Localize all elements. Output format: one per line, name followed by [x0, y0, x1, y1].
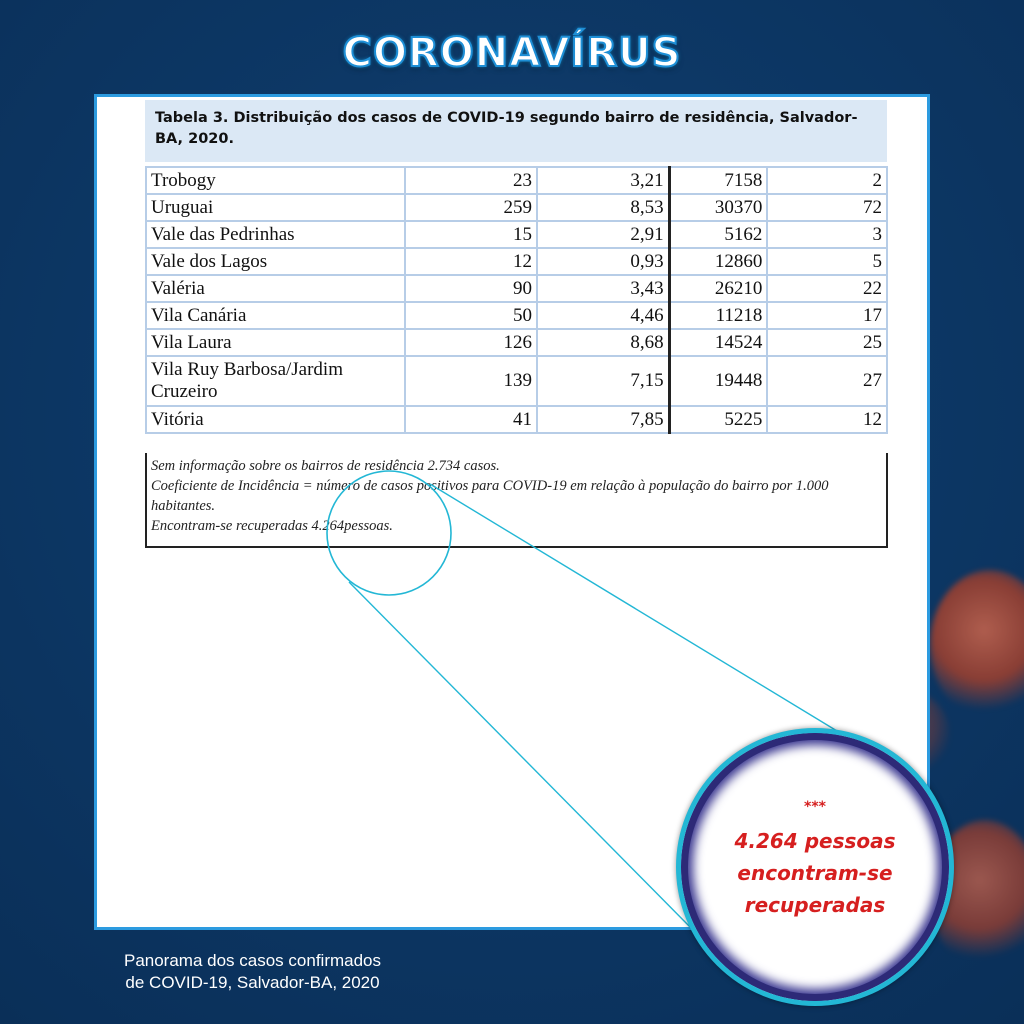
- cell-value: 50: [405, 302, 537, 329]
- note-missing-neighborhood: Sem informação sobre os bairros de residência 2.734 casos.: [151, 458, 500, 474]
- cell-value: 72: [767, 194, 887, 221]
- cell-value: 12860: [669, 248, 767, 275]
- cell-neighborhood: Uruguai: [146, 194, 405, 221]
- cell-value: 5: [767, 248, 887, 275]
- callout-line: 4.264 pessoas: [734, 829, 896, 853]
- callout-bubble: [676, 728, 954, 1006]
- cell-value: 17: [767, 302, 887, 329]
- cell-value: 5162: [669, 221, 767, 248]
- cell-value: 2: [767, 167, 887, 194]
- cell-neighborhood: Vale dos Lagos: [146, 248, 405, 275]
- cell-value: 8,53: [537, 194, 669, 221]
- cell-value: 5225: [669, 406, 767, 433]
- cell-neighborhood: Vila Laura: [146, 329, 405, 356]
- cell-neighborhood: Vale das Pedrinhas: [146, 221, 405, 248]
- page-title: CORONAVÍRUS: [342, 30, 682, 76]
- cell-value: 14524: [669, 329, 767, 356]
- cell-value: 0,93: [537, 248, 669, 275]
- note-incidence-definition: Coeficiente de Incidência = número de casos positivos para COVID-19 em relação à população do bairro por 1.000 habitantes.: [151, 478, 829, 514]
- cell-value: 3: [767, 221, 887, 248]
- callout-stars: ***: [804, 799, 826, 815]
- cell-neighborhood: Valéria: [146, 275, 405, 302]
- footer-line: Panorama dos casos confirmados: [123, 951, 382, 970]
- cell-value: 259: [405, 194, 537, 221]
- cell-value: 26210: [669, 275, 767, 302]
- footer-line: de COVID-19, Salvador-BA, 2020: [125, 973, 380, 992]
- cell-value: 8,68: [537, 329, 669, 356]
- cell-value: 19448: [669, 356, 767, 406]
- callout-line: recuperadas: [744, 893, 886, 917]
- cell-neighborhood: Vila Ruy Barbosa/Jardim Cruzeiro: [146, 356, 405, 406]
- cell-value: 90: [405, 275, 537, 302]
- cell-value: 23: [405, 167, 537, 194]
- cell-value: 41: [405, 406, 537, 433]
- cell-value: 3,43: [537, 275, 669, 302]
- zoom-line-top: [430, 484, 842, 734]
- cell-value: 11218: [669, 302, 767, 329]
- cell-value: 3,21: [537, 167, 669, 194]
- cell-neighborhood: Vitória: [146, 406, 405, 433]
- cell-value: 126: [405, 329, 537, 356]
- cell-value: 15: [405, 221, 537, 248]
- footer-caption: [80, 950, 425, 994]
- zoom-circle: [327, 471, 451, 595]
- cell-value: 2,91: [537, 221, 669, 248]
- note-recovered: Encontram-se recuperadas 4.264pessoas.: [151, 518, 393, 534]
- zoom-line-bottom: [349, 582, 692, 929]
- cell-value: 7158: [669, 167, 767, 194]
- cell-neighborhood: Vila Canária: [146, 302, 405, 329]
- cell-value: 4,46: [537, 302, 669, 329]
- callout-line: encontram-se: [737, 861, 893, 885]
- cell-value: 12: [405, 248, 537, 275]
- cell-value: 7,85: [537, 406, 669, 433]
- cell-neighborhood: Trobogy: [146, 167, 405, 194]
- cell-value: 25: [767, 329, 887, 356]
- cell-value: 27: [767, 356, 887, 406]
- table-caption: Tabela 3. Distribuição dos casos de COVID-19 segundo bairro de residência, Salvador-BA, 2020.: [145, 100, 887, 162]
- cell-value: 7,15: [537, 356, 669, 406]
- cell-value: 30370: [669, 194, 767, 221]
- cell-value: 139: [405, 356, 537, 406]
- cell-value: 12: [767, 406, 887, 433]
- cell-value: 22: [767, 275, 887, 302]
